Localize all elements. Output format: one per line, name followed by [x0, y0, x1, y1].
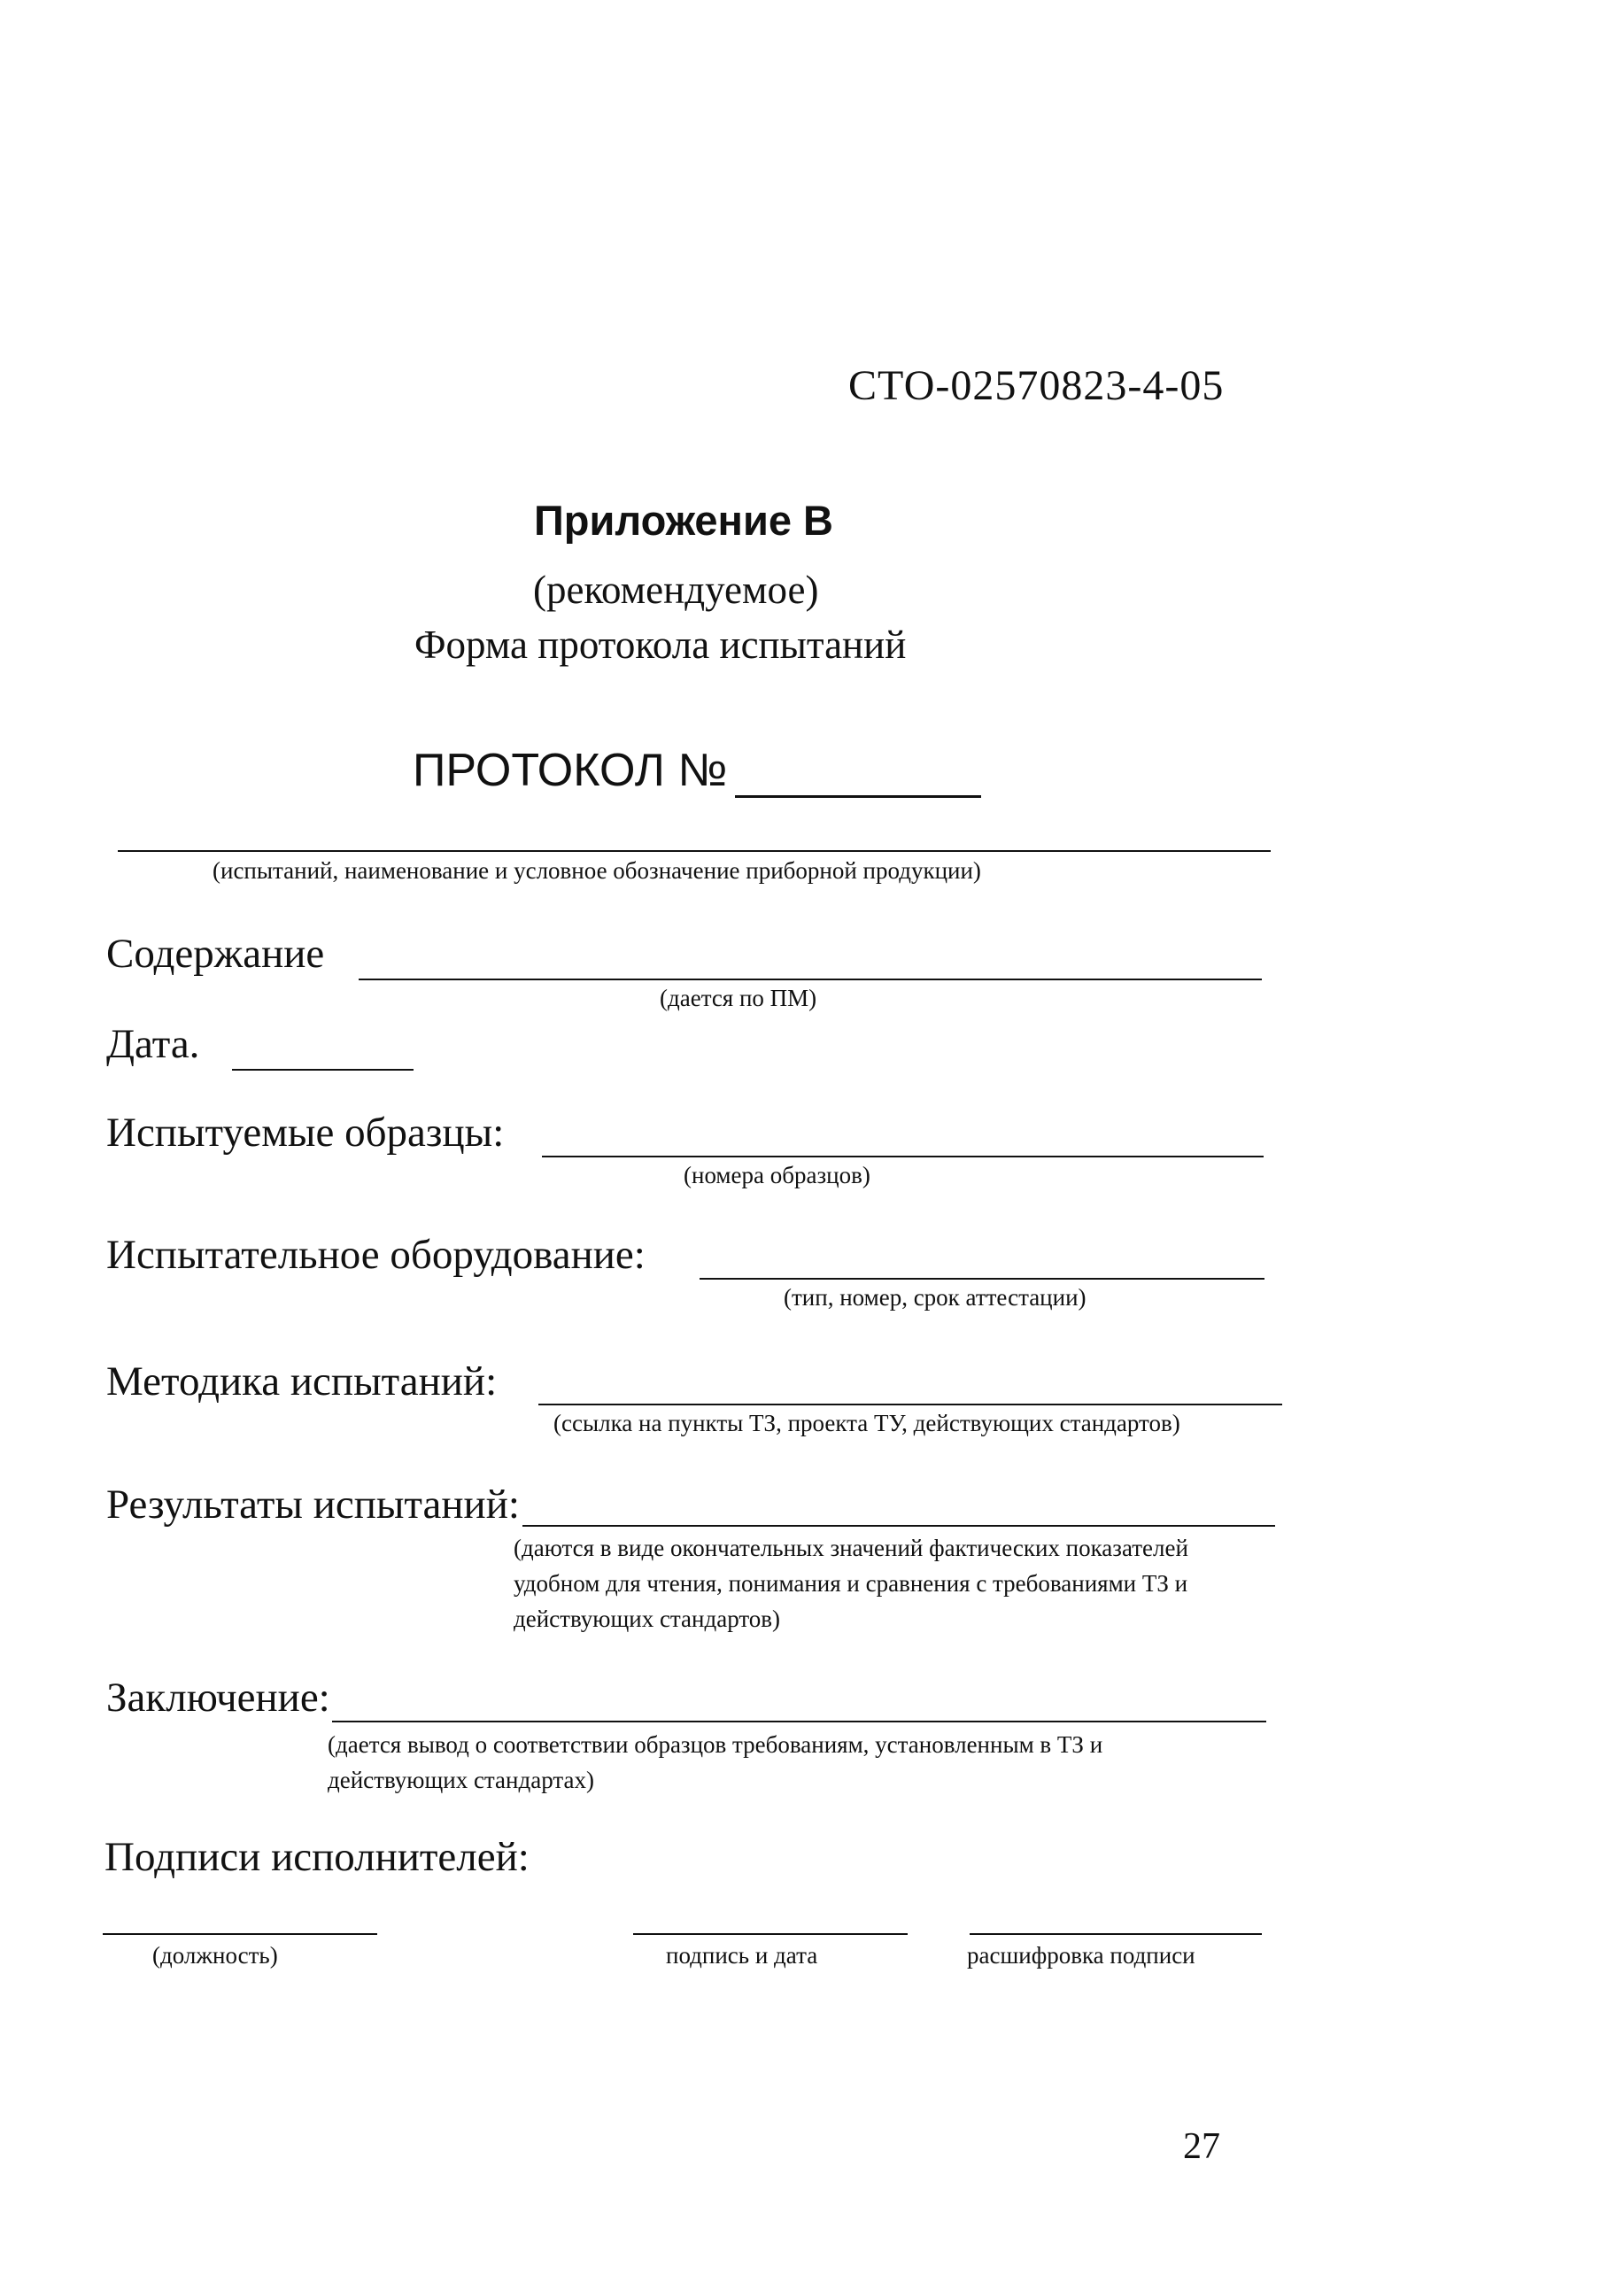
method-label: Методика испытаний:: [106, 1358, 498, 1404]
protocol-subject-hint: (испытаний, наименование и условное обозначение приборной продукции): [213, 857, 981, 884]
signature-decoding-line[interactable]: [970, 1933, 1262, 1935]
appendix-kind: (рекомендуемое): [533, 568, 819, 612]
conclusion-field-line[interactable]: [332, 1721, 1266, 1722]
conclusion-hint: (дается вывод о соответствии образцов требованиям, установленным в ТЗ и действующих стандартах): [328, 1731, 1103, 1793]
equipment-hint: (тип, номер, срок аттестации): [784, 1284, 1087, 1311]
signature-line[interactable]: [633, 1933, 908, 1935]
samples-field-line[interactable]: [542, 1156, 1264, 1157]
signature-hint: подпись и дата: [666, 1942, 818, 1969]
results-hint: (даются в виде окончательных значений фактических показателей удобном для чтения, понимания и сравнения с требованиями ТЗ и действующих стандартов): [514, 1535, 1188, 1632]
method-field-line[interactable]: [538, 1404, 1282, 1405]
date-field-line[interactable]: [232, 1069, 414, 1071]
results-field-line[interactable]: [522, 1525, 1275, 1527]
page-number: 27: [1183, 2126, 1220, 2167]
signature-decoding-hint: расшифровка подписи: [967, 1942, 1195, 1969]
content-label: Содержание: [106, 931, 325, 977]
protocol-number-line[interactable]: [735, 795, 981, 798]
appendix-title: Приложение В: [534, 497, 833, 544]
content-hint: (дается по ПМ): [660, 985, 817, 1011]
date-label: Дата.: [106, 1021, 200, 1067]
document-code: СТО-02570823-4-05: [848, 362, 1225, 409]
samples-label: Испытуемые образцы:: [106, 1110, 505, 1156]
signatures-label: Подписи исполнителей:: [104, 1834, 530, 1880]
conclusion-label: Заключение:: [106, 1675, 330, 1721]
results-label: Результаты испытаний:: [106, 1482, 520, 1528]
protocol-subject-line[interactable]: [118, 850, 1271, 852]
position-signature-line[interactable]: [103, 1933, 377, 1935]
form-title: Форма протокола испытаний: [414, 623, 907, 667]
samples-hint: (номера образцов): [684, 1162, 870, 1188]
method-hint: (ссылка на пункты ТЗ, проекта ТУ, действующих стандартов): [553, 1410, 1180, 1436]
position-hint: (должность): [152, 1942, 278, 1969]
content-field-line[interactable]: [359, 979, 1262, 980]
equipment-label: Испытательное оборудование:: [106, 1232, 646, 1278]
equipment-field-line[interactable]: [700, 1278, 1264, 1280]
protocol-label: ПРОТОКОЛ №: [413, 745, 728, 796]
